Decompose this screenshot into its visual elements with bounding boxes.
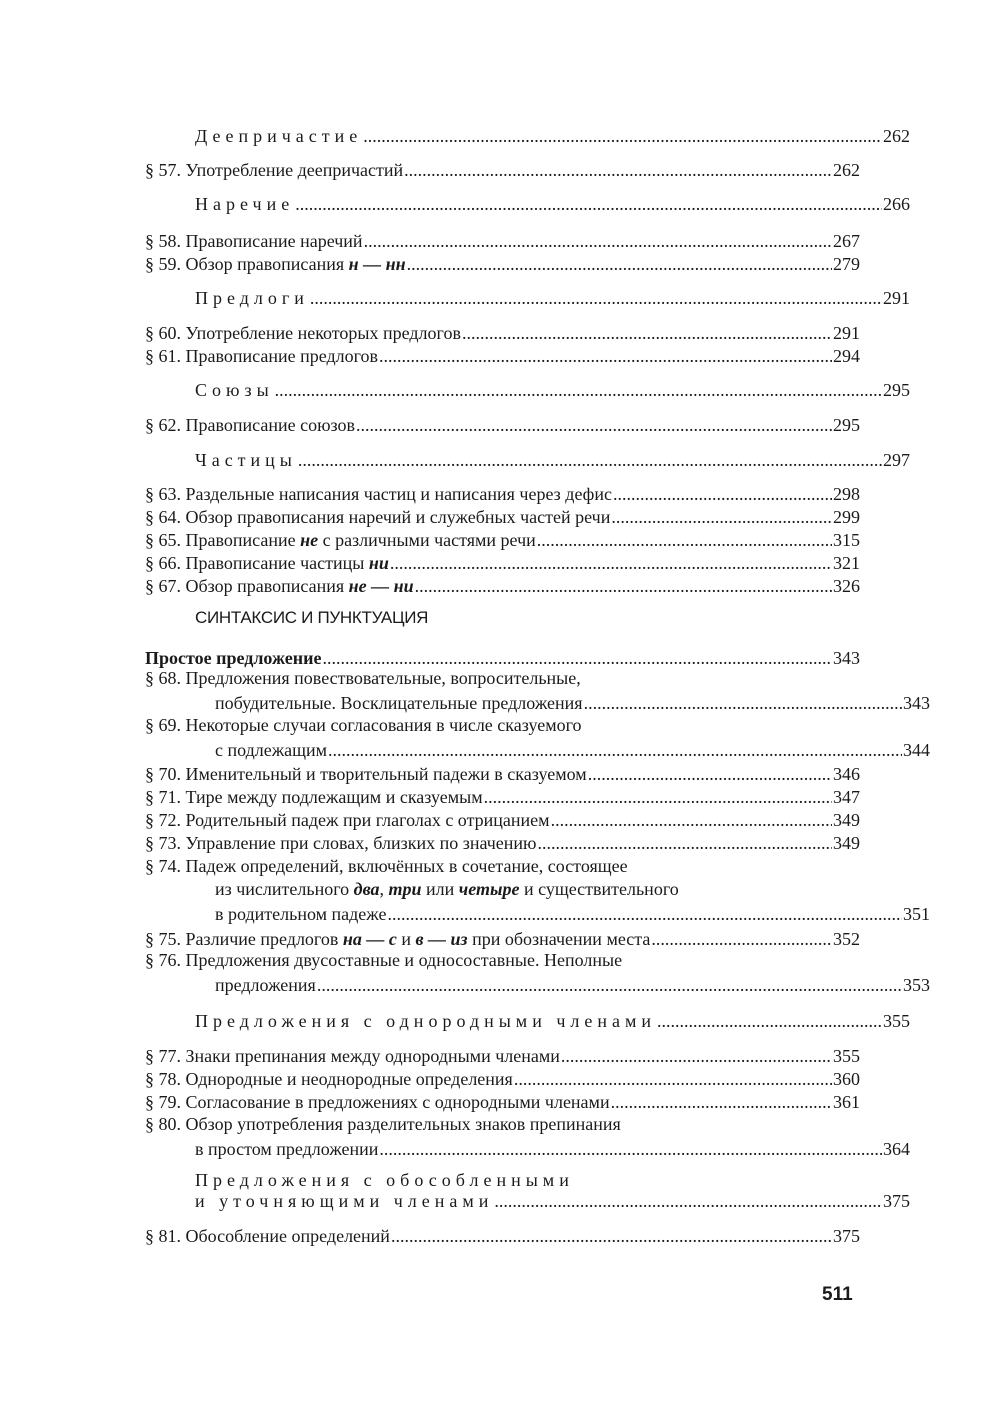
toc-subheading-deeprichastie: Деепричастие ..... 262: [145, 122, 910, 146]
toc-entry-74-line2: из числительного два, три или четыре и существительного: [215, 879, 679, 899]
toc-entry-80-line1: § 80. Обзор употребления разделительных знаков препинания: [145, 1114, 621, 1134]
toc-entry-70: § 70. Именительный и творительный падежи в сказуемом ..... 346: [145, 760, 860, 784]
toc-entry-62: § 62. Правописание союзов ..... 295: [145, 411, 860, 435]
toc-subheading-chastitsy: Частицы ..... 297: [145, 446, 910, 470]
toc-entry-59: § 59. Обзор правописания н — нн ..... 279: [145, 250, 860, 274]
toc-entry-80: в простом предложении ..... 364: [145, 1135, 910, 1159]
toc-entry-74-line1: § 74. Падеж определений, включённых в сочетание, состоящее: [145, 856, 628, 876]
toc-entry-77: § 77. Знаки препинания между однородными членами ..... 355: [145, 1042, 860, 1066]
toc-entry-71: § 71. Тире между подлежащим и сказуемым ..... 347: [145, 783, 860, 807]
toc-entry-57: § 57. Употребление деепричастий ..... 262: [145, 156, 860, 180]
toc-entry-74: в родительном падеже ..... 351: [145, 900, 930, 924]
toc-entry-79: § 79. Согласование в предложениях с однородными членами ..... 361: [145, 1088, 860, 1112]
toc-entry-64: § 64. Обзор правописания наречий и служебных частей речи ..... 299: [145, 503, 860, 527]
toc-entry-60: § 60. Употребление некоторых предлогов ..... 291: [145, 319, 860, 343]
toc-entry-69: с подлежащим ..... 344: [145, 736, 930, 760]
toc-entry-63: § 63. Раздельные написания частиц и написания через дефис ..... 298: [145, 480, 860, 504]
toc-entry-76: предложения ..... 353: [145, 971, 930, 995]
toc-entry-75: § 75. Различие предлогов на — с и в — из при обозначении места ..... 352: [145, 925, 860, 949]
toc-entry-72: § 72. Родительный падеж при глаголах с отрицанием ..... 349: [145, 806, 860, 830]
toc-subheading-predlogi: Предлоги ..... 291: [145, 284, 910, 308]
toc-entry-81: § 81. Обособление определений ..... 375: [145, 1222, 860, 1246]
toc-subheading-soyuzy: Союзы ..... 295: [145, 376, 910, 400]
page-number: 511: [822, 1284, 853, 1305]
toc-entry-66: § 66. Правописание частицы ни ..... 321: [145, 549, 860, 573]
toc-entry-68-line1: § 68. Предложения повествовательные, вопросительные,: [145, 668, 581, 688]
toc-entry-76-line1: § 76. Предложения двусоставные и односоставные. Неполные: [145, 950, 623, 970]
toc-entry-68: побудительные. Восклицательные предложения ..... 343: [145, 689, 930, 713]
toc-entry-73: § 73. Управление при словах, близких по значению ..... 349: [145, 829, 860, 853]
toc-entry-58: § 58. Правописание наречий ..... 267: [145, 227, 860, 251]
section-heading: СИНТАКСИС И ПУНКТУАЦИЯ: [195, 608, 429, 627]
toc-entry-69-line1: § 69. Некоторые случаи согласования в числе сказуемого: [145, 715, 582, 735]
toc-subheading-obosoblennye-line1: Предложения с обособленными: [195, 1170, 574, 1190]
toc-entry-61: § 61. Правописание предлогов ..... 294: [145, 342, 860, 366]
toc-entry-65: § 65. Правописание не с различными частями речи ..... 315: [145, 526, 860, 550]
toc-subheading-obosoblennye: и уточняющими членами ..... 375: [145, 1187, 910, 1211]
toc-subheading-odnorodnye: Предложения с однородными членами ..... 355: [145, 1007, 910, 1031]
toc-subheading-narechie: Наречие ..... 266: [145, 190, 910, 214]
toc-entry-67: § 67. Обзор правописания не — ни ..... 326: [145, 572, 860, 596]
toc-entry-78: § 78. Однородные и неоднородные определения ..... 360: [145, 1065, 860, 1089]
toc-part-prostoe: Простое предложение ..... 343: [145, 644, 860, 668]
